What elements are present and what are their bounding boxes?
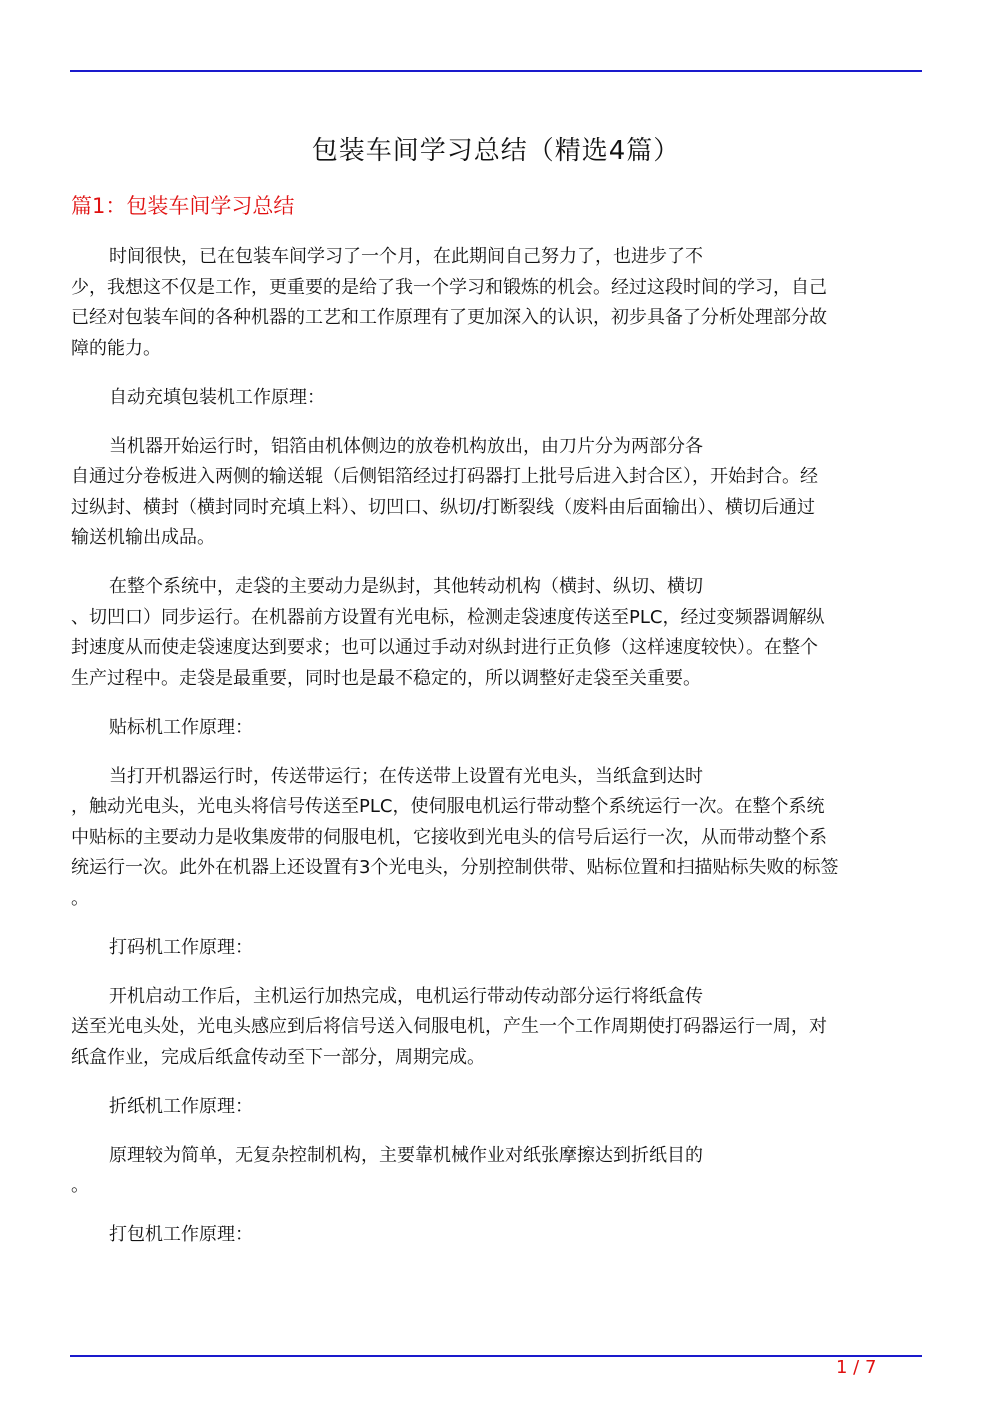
text-line: 输送机输出成品。	[71, 527, 215, 548]
paragraph	[71, 982, 921, 1074]
page-number: 1 / 7	[836, 1357, 877, 1378]
paragraph	[71, 1092, 921, 1123]
paragraph	[71, 762, 921, 915]
document-body	[71, 242, 921, 1269]
header-rule	[70, 70, 922, 72]
text-line: 送至光电头处，光电头感应到后将信号送入伺服电机，产生一个工作周期使打码器运行一周，对	[71, 1016, 827, 1037]
paragraph	[71, 383, 921, 414]
text-line: 少，我想这不仅是工作，更重要的是给了我一个学习和锻炼的机会。经过这段时间的学习，自己	[71, 276, 827, 298]
text-line: 已经对包装车间的各种机器的工艺和工作原理有了更加深入的认识，初步具备了分析处理部分故	[71, 307, 827, 328]
paragraph	[71, 933, 921, 964]
text-line: 。	[71, 1175, 89, 1196]
text-line: 。	[71, 887, 89, 909]
paragraph	[71, 432, 921, 554]
paragraph	[71, 713, 921, 744]
text-line: 开机启动工作后，主机运行加热完成，电机运行带动传动部分运行将纸盒传	[109, 985, 703, 1007]
text-line: 打码机工作原理：	[109, 936, 253, 958]
paragraph	[71, 572, 921, 694]
text-line: 当打开机器运行时，传送带运行；在传送带上设置有光电头，当纸盒到达时	[109, 765, 703, 787]
text-line: 中贴标的主要动力是收集废带的伺服电机，它接收到光电头的信号后运行一次，从而带动整个系	[71, 826, 827, 848]
text-line: 自动充填包装机工作原理：	[109, 386, 325, 408]
text-line: 时间很快，已在包装车间学习了一个月，在此期间自己努力了，也进步了不	[109, 246, 703, 267]
text-line: 折纸机工作原理：	[109, 1095, 253, 1117]
text-line: 贴标机工作原理：	[109, 716, 253, 738]
text-line: 障的能力。	[71, 337, 161, 359]
text-line: 统运行一次。此外在机器上还设置有3个光电头，分别控制供带、贴标位置和扫描贴标失败的标签	[71, 857, 839, 878]
text-line: 、切凹口）同步运行。在机器前方设置有光电标，检测走袋速度传送至PLC，经过变频器调解纵	[71, 606, 825, 628]
paragraph	[71, 1141, 921, 1202]
text-line: 封速度从而使走袋速度达到要求；也可以通过手动对纵封进行正负修（这样速度较快）。在整个	[71, 637, 818, 658]
section-heading: 篇1：包装车间学习总结	[71, 194, 295, 218]
text-line: 原理较为简单，无复杂控制机构，主要靠机械作业对纸张摩擦达到折纸目的	[109, 1144, 703, 1166]
footer-rule	[70, 1355, 922, 1357]
text-line: 在整个系统中，走袋的主要动力是纵封，其他转动机构（横封、纵切、横切	[109, 576, 703, 597]
paragraph	[71, 1220, 921, 1251]
text-line: 当机器开始运行时，铝箔由机体侧边的放卷机构放出，由刀片分为两部分各	[109, 435, 703, 457]
text-line: ，触动光电头，光电头将信号传送至PLC，使伺服电机运行带动整个系统运行一次。在整个系统	[71, 796, 825, 817]
text-line: 生产过程中。走袋是最重要，同时也是最不稳定的，所以调整好走袋至关重要。	[71, 667, 701, 689]
text-line: 自通过分卷板进入两侧的输送辊（后侧铝箔经过打码器打上批号后进入封合区），开始封合。经	[71, 466, 818, 487]
text-line: 纸盒作业，完成后纸盒传动至下一部分，周期完成。	[71, 1046, 485, 1068]
document-title: 包装车间学习总结（精选4篇）	[311, 136, 681, 166]
text-line: 打包机工作原理：	[109, 1224, 253, 1245]
text-line: 过纵封、横封（横封同时充填上料）、切凹口、纵切/打断裂线（废料由后面输出）、横切后通过	[71, 496, 816, 518]
paragraph	[71, 242, 921, 364]
